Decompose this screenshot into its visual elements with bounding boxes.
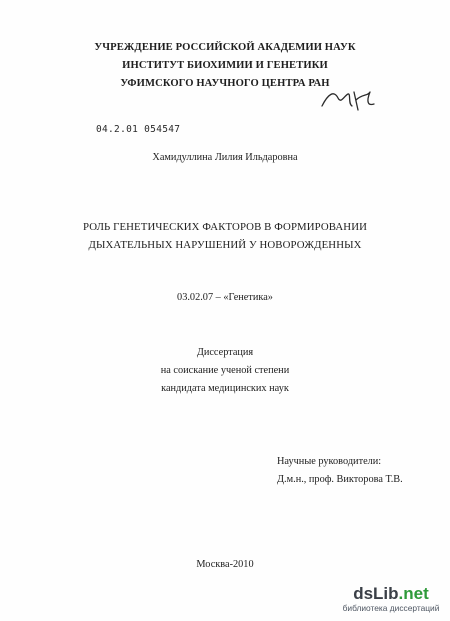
degree-line-1: Диссертация [196,347,254,358]
institution-line-3: УФИМСКОГО НАУЧНОГО ЦЕНТРА РАН [120,78,330,89]
degree-line-2: на соискание ученой степени [160,365,290,376]
watermark-logo-main: dsLib [353,584,399,603]
institution-line-1: УЧРЕЖДЕНИЕ РОССИЙСКОЙ АКАДЕМИИ НАУК [94,42,356,53]
watermark-logo [342,585,440,603]
specialty-code: 03.02.07 – «Генетика» [177,292,273,303]
dissertation-title-line-1: РОЛЬ ГЕНЕТИЧЕСКИХ ФАКТОРОВ В ФОРМИРОВАНИИ [83,221,367,233]
watermark-logo-tld: .net [398,584,429,603]
institution-line-2: ИНСТИТУТ БИОХИМИИ И ГЕНЕТИКИ [122,60,328,71]
watermark-subtitle: библиотека диссертаций [342,603,440,613]
advisor-name: Д.м.н., проф. Викторова Т.В. [277,474,403,485]
dissertation-title-line-2: ДЫХАТЕЛЬНЫХ НАРУШЕНИЙ У НОВОРОЖДЕННЫХ [88,239,362,251]
degree-line-3: кандидата медицинских наук [161,383,289,394]
dslib-watermark [342,585,440,613]
handwritten-signature [318,84,378,114]
city-year: Москва-2010 [196,559,254,570]
registration-stamp-number: 04.2.01 054547 [96,124,181,135]
author-name: Хамидуллина Лилия Ильдаровна [152,152,298,163]
advisor-label: Научные руководители: [277,456,382,467]
